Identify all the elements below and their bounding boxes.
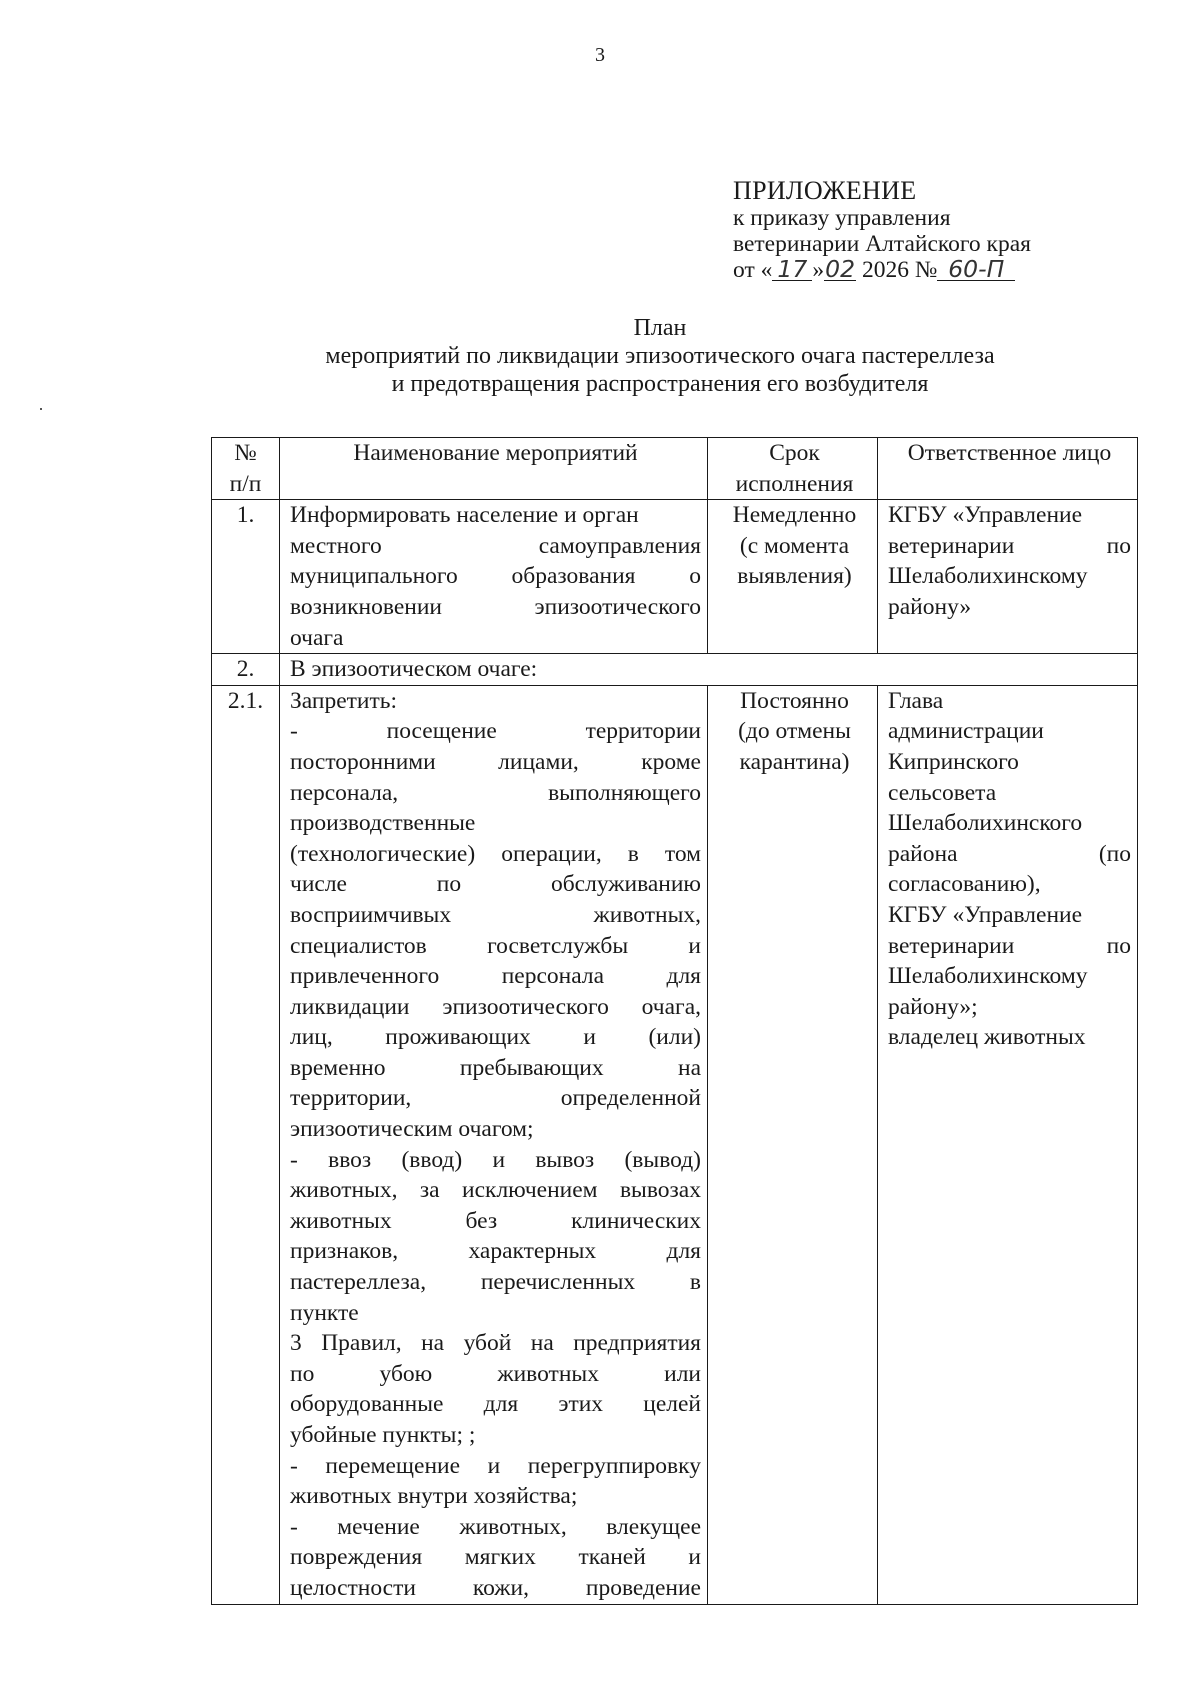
name-line: Запретить: (290, 687, 398, 714)
name-line: повреждения мягких тканей и (290, 1544, 701, 1571)
term-line: (с момента (739, 532, 850, 559)
header-num-line-2: п/п (229, 470, 262, 497)
responsible-line: району» (888, 593, 972, 620)
name-line: эпизоотическим очагом; (290, 1116, 534, 1143)
name-line: - ввоз (ввод) и вывоз (вывод) (290, 1146, 701, 1173)
name-line: привлеченного персонала для (290, 963, 701, 990)
name-line: - перемещение и перегруппировку (290, 1452, 701, 1479)
name-line: животных без клинических (290, 1207, 701, 1234)
name-line: посторонними лицами, кроме (290, 748, 701, 775)
page-number: 3 (595, 44, 605, 66)
responsible-line: Глава (888, 687, 944, 714)
row-number: 2. (212, 654, 280, 686)
plan-table (211, 437, 1138, 1605)
responsible-line: Шелаболихинского (888, 810, 1083, 837)
date-prefix: от « (733, 257, 773, 283)
name-line: - посещение территории (290, 718, 701, 745)
table-header-row (212, 438, 1138, 500)
name-line: персонала, выполняющего (290, 779, 701, 806)
header-responsible: Ответственное лицо (878, 438, 1138, 500)
header-term (708, 438, 878, 500)
header-name: Наименование мероприятий (280, 438, 708, 500)
name-line: лиц, проживающих и (или) (290, 1024, 701, 1051)
handwritten-day: 17 (772, 258, 812, 281)
responsible-line: КГБУ «Управление (888, 901, 1083, 928)
appendix-line-2: ветеринарии Алтайского края (733, 231, 1031, 257)
header-term-line-2: исполнения (735, 470, 854, 497)
responsible-line: администрации (888, 718, 1044, 745)
term-line: Немедленно (732, 502, 857, 529)
plan-title (0, 314, 1200, 398)
name-line: пастереллеза, перечисленных в (290, 1269, 701, 1296)
responsible-line: Кипринского (888, 748, 1019, 775)
name-line: животных, за исключением вывозах (290, 1177, 701, 1204)
name-line: очага (290, 624, 344, 651)
scan-speck (40, 408, 42, 410)
row-section-heading: В эпизоотическом очаге: (280, 654, 1138, 686)
plan-title-line-1: План (633, 315, 687, 341)
date-mid: » (812, 257, 825, 283)
responsible-line: владелец животных (888, 1024, 1086, 1051)
name-line: по убою животных или (290, 1360, 701, 1387)
name-line: специалистов госветслужбы и (290, 932, 701, 959)
table-row (212, 685, 1138, 1604)
name-line: ликвидации эпизоотического очага, (290, 993, 701, 1020)
handwritten-order-number: 60-П (937, 258, 1015, 281)
term-line: Постоянно (740, 687, 849, 714)
responsible-line: району»; (888, 993, 978, 1020)
name-line: убойные пункты; ; (290, 1422, 476, 1448)
header-num-line-1: № (234, 440, 257, 466)
row-responsible-cell (878, 500, 1138, 654)
name-line: территории, определенной (290, 1085, 701, 1112)
name-line: производственные (290, 810, 476, 837)
name-line: Информировать население и орган (290, 502, 639, 529)
row-number: 1. (212, 500, 280, 654)
name-line: признаков, характерных для (290, 1238, 701, 1265)
name-line: числе по обслуживанию (290, 871, 701, 898)
responsible-line: КГБУ «Управление (888, 502, 1083, 529)
appendix-line-1: к приказу управления (733, 205, 951, 231)
table-row (212, 500, 1138, 654)
handwritten-month: 02 (825, 255, 856, 283)
name-line: возникновении эпизоотического (290, 593, 701, 620)
name-line: местного самоуправления (290, 532, 701, 559)
term-line: (до отмены (738, 718, 851, 745)
responsible-line: ветеринарии по (888, 932, 1131, 959)
term-line: выявления) (737, 563, 852, 590)
name-line: временно пребывающих на (290, 1054, 701, 1081)
row-term-cell (708, 500, 878, 654)
name-line: целостности кожи, проведение (290, 1574, 701, 1601)
name-line: восприимчивых животных, (290, 901, 701, 928)
plan-title-line-2: мероприятий по ликвидации эпизоотического очага пастереллеза (325, 343, 995, 369)
name-line: 3 Правил, на убой на предприятия (290, 1330, 701, 1357)
appendix-block (733, 176, 1031, 283)
header-num (212, 438, 280, 500)
name-line: пункте (290, 1299, 359, 1326)
name-line: оборудованные для этих целей (290, 1391, 701, 1418)
appendix-date-line (733, 257, 1031, 283)
responsible-line: согласованию), (888, 871, 1041, 898)
header-term-line-1: Срок (769, 440, 820, 466)
name-line: (технологические) операции, в том (290, 840, 701, 867)
name-line: муниципального образования о (290, 563, 701, 590)
row-responsible-cell (878, 685, 1138, 1604)
name-line: - мечение животных, влекущее (290, 1513, 701, 1540)
responsible-line: Шелаболихинскому (888, 963, 1088, 990)
table-row (212, 654, 1138, 686)
row-name-cell (280, 500, 708, 654)
row-term-cell (708, 685, 878, 1604)
term-line: карантина) (739, 748, 850, 775)
row-name-cell (280, 685, 708, 1604)
name-line: животных внутри хозяйства; (290, 1483, 578, 1510)
responsible-line: ветеринарии по (888, 532, 1131, 559)
plan-title-line-3: и предотвращения распространения его возбудителя (391, 371, 929, 397)
responsible-line: сельсовета (888, 779, 997, 806)
year-text: 2026 № (861, 257, 938, 283)
responsible-line: Шелаболихинскому (888, 563, 1088, 590)
row-number: 2.1. (212, 685, 280, 1604)
appendix-heading: ПРИЛОЖЕНИЕ (733, 176, 917, 205)
responsible-line: района (по (888, 840, 1131, 867)
